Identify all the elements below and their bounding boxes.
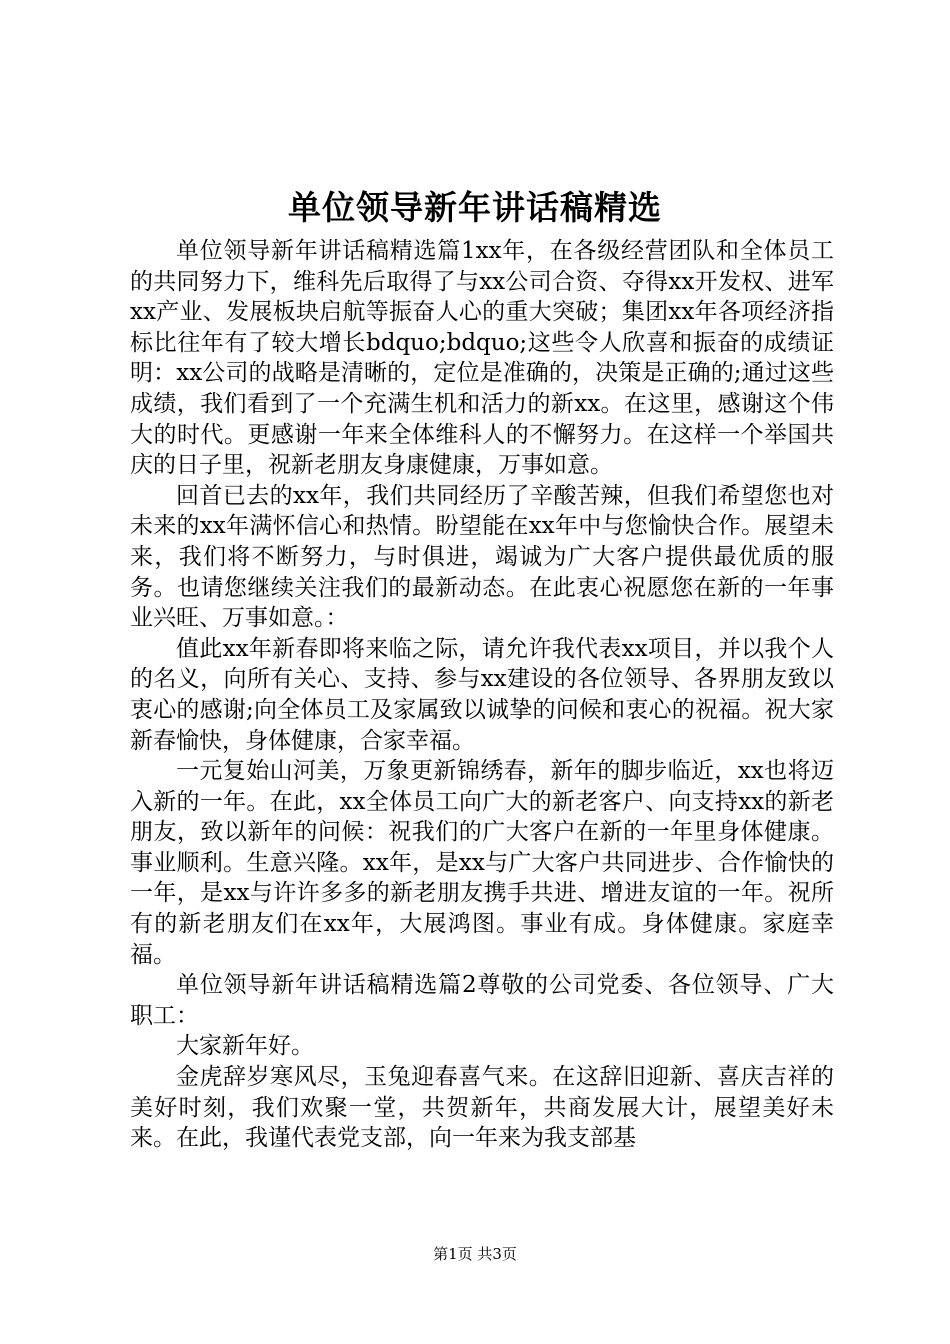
paragraph-6: 大家新年好。 bbox=[176, 1033, 314, 1060]
paragraph-4: 一元复始山河美，万象更新锦绣春，新年的脚步临近，xx也将迈入新的一年。在此，xx全体员工向广大的新老客户、向支持xx的新老朋友，致以新年的问候：祝我们的广大客户在新的一年里身体健康。事业顺利。生意兴隆。xx年，是xx与广大客户共同进步、合作愉快的一年，是xx与许许多多的新老朋友携手共进、增进友谊的一年。祝所有的新老朋友们在xx年，大展鸿图。事业有成。身体健康。家庭幸福。 bbox=[130, 758, 834, 968]
paragraph-5: 单位领导新年讲话稿精选篇2尊敬的公司党委、各位领导、广大职工： bbox=[130, 972, 834, 1029]
paragraph-2: 回首已去的xx年，我们共同经历了辛酸苦辣，但我们希望您也对未来的xx年满怀信心和热情。盼望能在xx年中与您愉快合作。展望未来，我们将不断努力，与时俱进，竭诚为广大客户提供最优质的服务。也请您继续关注我们的最新动态。在此衷心祝愿您在新的一年事业兴旺、万事如意。： bbox=[130, 482, 834, 632]
paragraph-1: 单位领导新年讲话稿精选篇1xx年，在各级经营团队和全体员工的共同努力下，维科先后取得了与xx公司合资、夺得xx开发权、进军xx产业、发展板块启航等振奋人心的重大突破；集团xx年各项经济指标比往年有了较大增长bdquo;bdquo;这些令人欣喜和振奋的成绩证明：xx公司的战略是清晰的，定位是准确的，决策是正确的;通过这些成绩，我们看到了一个充满生机和活力的新xx。在这里，感谢这个伟大的时代。更感谢一年来全体维科人的不懈努力。在这样一个举国共庆的日子里，祝新老朋友身康健康，万事如意。 bbox=[130, 238, 834, 479]
document-body bbox=[130, 236, 834, 1154]
paragraph-7: 金虎辞岁寒风尽，玉兔迎春喜气来。在这辞旧迎新、喜庆吉祥的美好时刻，我们欢聚一堂，共贺新年，共商发展大计，展望美好未来。在此，我谨代表党支部，向一年来为我支部基 bbox=[130, 1064, 834, 1152]
document-title: 单位领导新年讲话稿精选 bbox=[288, 188, 662, 227]
page-footer: 第1页 共3页 bbox=[433, 1245, 517, 1263]
paragraph-3: 值此xx年新春即将来临之际，请允许我代表xx项目，并以我个人的名义，向所有关心、支持、参与xx建设的各位领导、各界朋友致以衷心的感谢;向全体员工及家属致以诚挚的问候和衷心的祝福。祝大家新春愉快，身体健康，合家幸福。 bbox=[130, 635, 834, 754]
